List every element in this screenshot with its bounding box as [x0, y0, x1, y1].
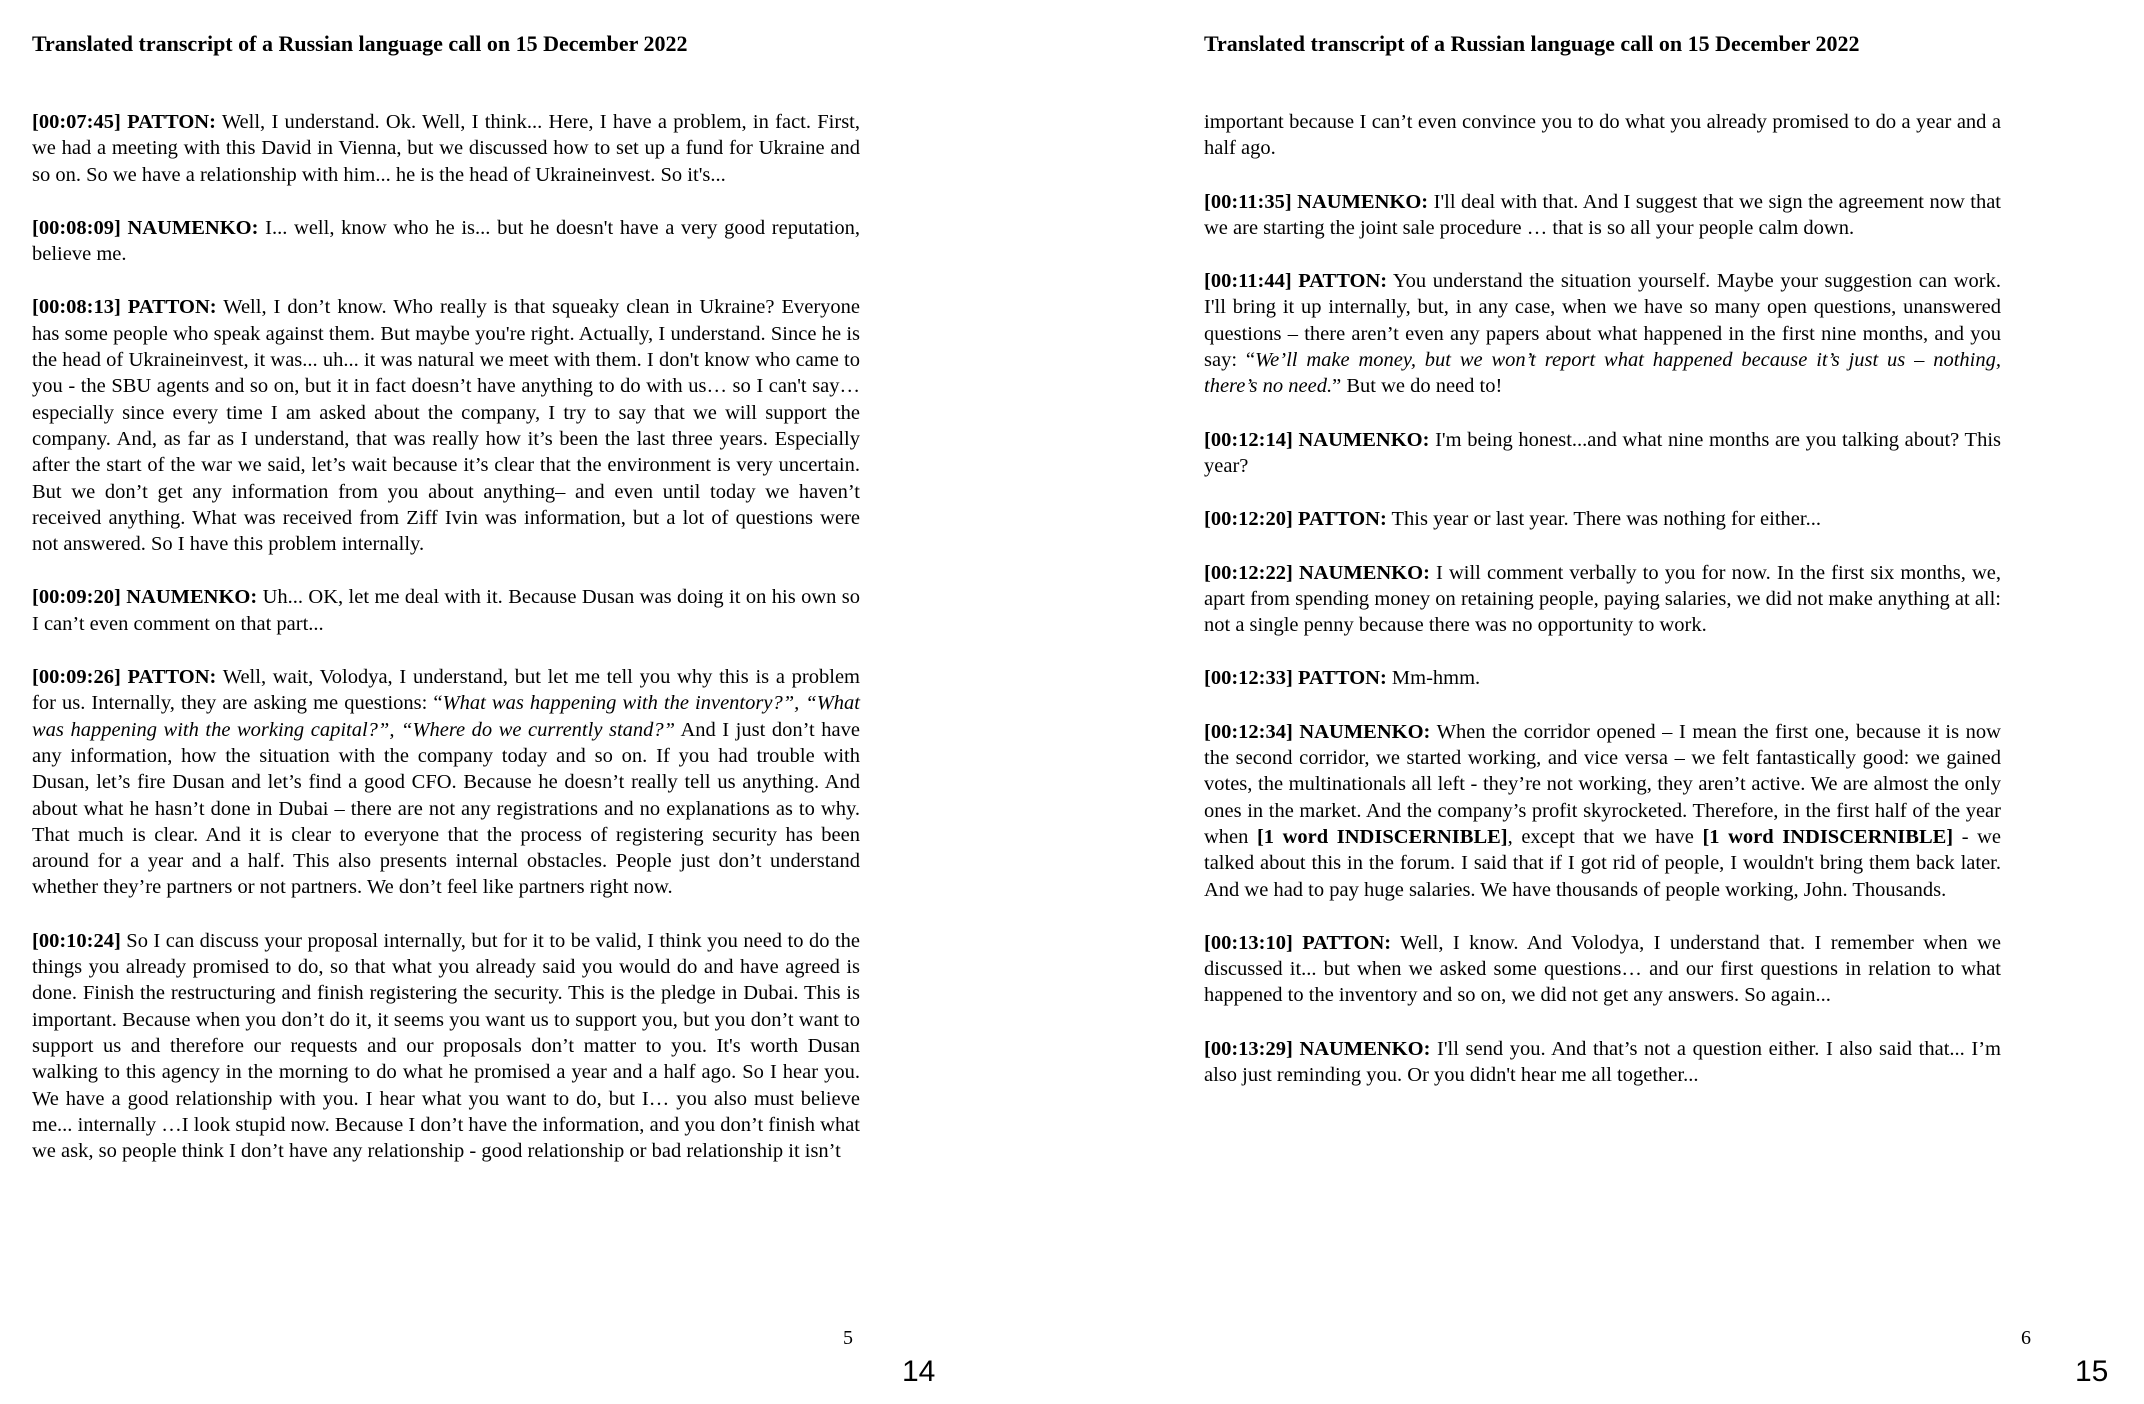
sheet-number: 14: [902, 1355, 936, 1388]
transcript-paragraph: [32, 664, 860, 901]
transcript-paragraph: [1204, 189, 2001, 242]
speaker-name: PATTON:: [1297, 508, 1387, 531]
page-number: 6: [2021, 1327, 2031, 1349]
transcript-paragraph: [32, 928, 860, 1165]
transcript-paragraph: [1204, 506, 2001, 532]
timestamp: [00:13:29]: [1204, 1037, 1293, 1060]
speech-text: , except that we have: [1507, 825, 1703, 848]
speech-text: important because I can’t even convince you to do what you already promised to do a year and a half ago.: [1204, 111, 2001, 160]
speech-text: ” But we do need to!: [1332, 375, 1503, 398]
speaker-name: NAUMENKO:: [127, 216, 259, 239]
speaker-name: NAUMENKO:: [1297, 190, 1429, 213]
speech-text: Well, wait, Volodya, I understand, but let me tell you why this is a problem for us. Internally, they are asking me questions: “: [32, 666, 860, 715]
timestamp: [00:08:13]: [32, 296, 121, 319]
speech-text: Well, I understand. Ok. Well, I think... Here, I have a problem, in fact. First, we had a meeting with this David in Vienna, but we discussed how to set up a fund for Ukraine and so on. So we have a relationship with him... he is the head of Ukraineinvest. So it's...: [32, 111, 860, 186]
speech-text: So I can discuss your proposal internally, but for it to be valid, I think you need to do the things you already promised to do, so that what you already said you would do and have agreed is done. Finish the restructuring and finish registering the security. This is the pledge in Dubai. This is important. Because when you don’t do it, it seems you want us to support you, but you don’t want to support us and therefore our requests and our proposals don’t matter to you. It's worth Dusan walking to this agency in the morning to do what he promised a year and a half ago. So I hear you. We have a good relationship with you. I hear what you want to do, but I… you also must believe me... internally …I look stupid now. Because I don’t have the information, and you don’t finish what we ask, so people think I don’t have any relationship - good relationship or bad relationship it isn’t: [32, 929, 860, 1163]
transcript-paragraph: [1204, 1036, 2001, 1089]
speaker-name: NAUMENKO:: [1298, 428, 1430, 451]
transcript-paragraph: [1204, 665, 2001, 691]
transcript-paragraph: [32, 294, 860, 557]
timestamp: [00:11:35]: [1204, 190, 1292, 213]
page-header: Translated transcript of a Russian language call on 15 December 2022: [1204, 31, 1860, 56]
timestamp: [00:09:20]: [32, 586, 121, 609]
italic-quote: What was happening with the inventory?”, “What was happening with the working capital?”, “Where do we currently stand?”: [32, 692, 860, 741]
page-number: 5: [843, 1327, 853, 1349]
speech-text: This year or last year. There was nothing for either...: [1386, 508, 1821, 531]
speech-text: I'll send you. And that’s not a question either. I also said that... I’m also just reminding you. Or you didn't hear me all together...: [1204, 1037, 2001, 1087]
transcript-paragraph: [1204, 268, 2001, 399]
transcript-body: [1204, 109, 2001, 1115]
speech-text: I will comment verbally to you for now. In the first six months, we, apart from spending money on retaining people, paying salaries, we did not make anything at all: not a single penny because there was no opportunity to work.: [1204, 561, 2001, 637]
speech-text: You understand the situation yourself. Maybe your suggestion can work. I'll bring it up internally, but, in any case, when we have so many open questions, unanswered questions – there aren’t even any papers about what happened in the first nine months, and you say: “: [1204, 270, 2001, 372]
timestamp: [00:11:44]: [1204, 270, 1292, 293]
speech-text: Well, I know. And Volodya, I understand that. I remember when we discussed it... but when we asked some questions… and our first questions in relation to what happened to the inventory and so on, we did not get any answers. So again...: [1204, 931, 2002, 1007]
sheet-number: 15: [2075, 1355, 2109, 1388]
timestamp: [00:13:10]: [1204, 931, 1293, 954]
transcript-paragraph: [1204, 109, 2001, 162]
timestamp: [00:10:24]: [32, 929, 121, 952]
speaker-name: NAUMENKO:: [1298, 561, 1430, 584]
speaker-name: PATTON:: [1297, 667, 1387, 690]
bold-text: [1 word INDISCERNIBLE]: [1702, 825, 1954, 848]
timestamp: [00:12:34]: [1204, 720, 1293, 743]
transcript-paragraph: [32, 584, 860, 637]
timestamp: [00:12:33]: [1204, 667, 1293, 690]
speech-text: Mm-hmm.: [1386, 667, 1481, 690]
timestamp: [00:12:20]: [1204, 508, 1293, 531]
speech-text: When the corridor opened – I mean the first one, because it is now the second corridor, we started working, and vice versa – we felt fantastically good: we gained votes, the multinationals all left - they’re not working, they aren’t active. We are almost the only ones in the market. And the company’s profit skyrocketed. Therefore, in the first half of the year when: [1204, 720, 2001, 848]
timestamp: [00:12:14]: [1204, 428, 1293, 451]
transcript-paragraph: [1204, 427, 2001, 480]
timestamp: [00:08:09]: [32, 216, 121, 239]
transcript-paragraph: [32, 109, 860, 188]
speaker-name: PATTON:: [127, 666, 217, 689]
speech-text: I'll deal with that. And I suggest that we sign the agreement now that we are starting the joint sale procedure … that is so all your people calm down.: [1204, 190, 2001, 239]
speaker-name: PATTON:: [1298, 270, 1388, 293]
transcript-page-right: [1072, 0, 2144, 1404]
italic-quote: We’ll make money, but we won’t report what happened because it’s just us – nothing, there’s no need.: [1204, 349, 2002, 398]
timestamp: [00:09:26]: [32, 666, 121, 689]
speech-text: I... well, know who he is... but he doesn't have a very good reputation, believe me.: [32, 216, 860, 266]
transcript-paragraph: [32, 215, 860, 268]
speaker-name: NAUMENKO:: [1299, 1037, 1431, 1060]
bold-text: [1 word INDISCERNIBLE]: [1256, 825, 1508, 848]
timestamp: [00:07:45]: [32, 111, 121, 133]
speech-text: Uh... OK, let me deal with it. Because Dusan was doing it on his own so I can’t even comment on that part...: [32, 586, 861, 635]
speaker-name: PATTON:: [1302, 931, 1392, 954]
speech-text: Well, I don’t know. Who really is that squeaky clean in Ukraine? Everyone has some people who speak against them. But maybe you're right. Actually, I understand. Since he is the head of Ukraineinvest, it was... uh... it was natural we meet with them. I don't know who came to you - the SBU agents and so on, but it in fact doesn’t have anything to do with us… so I can't say… especially since every time I am asked about the company, I try to say that we will support the company. And, as far as I understand, that was really how it’s been the last three years. Especially after the start of the war we said, let’s wait because it’s clear that the environment is very uncertain. But we don’t get any information from you about anything– and even until today we haven’t received anything. What was received from Ziff Ivin was information, but a lot of questions were not answered. So I have this problem internally.: [32, 296, 860, 556]
page-header: Translated transcript of a Russian language call on 15 December 2022: [32, 31, 688, 56]
transcript-paragraph: [1204, 719, 2001, 903]
speech-text: - we talked about this in the forum. I said that if I got rid of people, I wouldn't bring them back later. And we had to pay huge salaries. We have thousands of people working, John. Thousands.: [1204, 825, 2001, 901]
transcript-body: [32, 109, 860, 1191]
transcript-paragraph: [1204, 930, 2001, 1009]
speaker-name: NAUMENKO:: [1299, 720, 1431, 743]
transcript-paragraph: [1204, 560, 2001, 639]
speaker-name: NAUMENKO:: [126, 586, 258, 609]
speaker-name: PATTON:: [127, 296, 217, 319]
timestamp: [00:12:22]: [1204, 561, 1293, 584]
speech-text: I'm being honest...and what nine months are you talking about? This year?: [1204, 428, 2002, 477]
speech-text: And I just don’t have any information, how the situation with the company today and so on. If you had trouble with Dusan, let’s fire Dusan and let’s find a good CFO. Because he doesn’t really tell us anything. And about what he hasn’t done in Dubai – there are not any registrations and no explanations as to why. That much is clear. And it is clear to everyone that the process of registering security has been around for a year and a half. This also presents internal obstacles. People just don’t understand whether they’re partners or not partners. We don’t feel like partners right now.: [32, 718, 860, 899]
speaker-name: PATTON:: [127, 111, 216, 133]
